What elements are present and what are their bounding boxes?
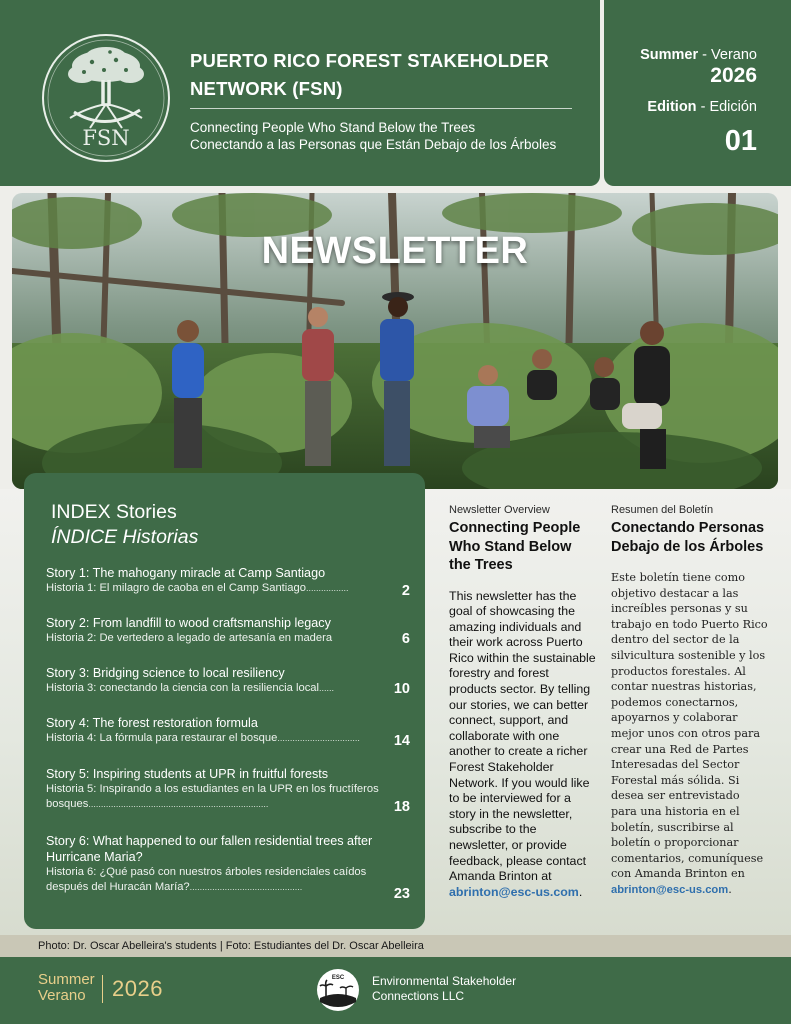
footer-divider	[102, 975, 103, 1003]
story-title-english: Story 4: The forest restoration formula	[46, 716, 258, 730]
story-title-english: Story 6: What happened to our fallen residential trees after Hurricane Maria?	[46, 834, 373, 864]
overview-body: Este boletín tiene como objetivo destacar a las increíbles personas y su trabajo en todo Puerto Rico dentro del sector de la silvicultura sostenible y los productos forestales. Al contar nuestras historias, podemos conectarnos, apoyarnos y colaborar mejor unos con otros para crear una Red de Partes Interesadas del Sector Forestal más sólida. Si desea ser entrevistado para una historia en el boletín, suscribirse al boletín o proporcionar comentarios, comuníquese con Amanda Brinton en abrinton@esc-us.com.	[611, 571, 768, 896]
story-page-number: 6	[401, 631, 410, 647]
story-title-english: Story 2: From landfill to wood craftsmanship legacy	[46, 616, 331, 630]
photo-caption: Photo: Dr. Oscar Abelleira's students | Foto: Estudiantes del Dr. Oscar Abelleira	[0, 935, 791, 957]
story-title-spanish: Historia 1: El milagro de caoba en el Camp Santiago.................	[46, 582, 349, 594]
newsletter-banner: NEWSLETTER	[261, 230, 529, 272]
story-page-number: 2	[401, 583, 410, 599]
overview-heading: Conectando Personas Debajo de los Árboles	[611, 520, 765, 555]
company-name-line-1: Environmental Stakeholder	[372, 974, 517, 988]
contact-email-link[interactable]: abrinton@esc-us.com	[611, 883, 729, 896]
footer-year: 2026	[112, 976, 163, 1001]
edition-label	[604, 98, 757, 116]
footer-season	[38, 972, 95, 1004]
overview-english	[449, 503, 597, 900]
story-page-number: 23	[393, 886, 410, 902]
story-title-spanish: Historia 6: ¿Qué pasó con nuestros árboles residenciales caídos después del Huracán María?.............................................	[46, 866, 367, 893]
masthead-panel	[0, 0, 600, 186]
season-english: Summer	[640, 47, 699, 63]
season-separator: -	[698, 47, 712, 63]
story-page-number: 18	[393, 799, 410, 815]
story-title-spanish: Historia 5: Inspirando a los estudiantes en la UPR en los fructíferos bosques........................................................................	[46, 783, 379, 810]
edition-panel	[604, 0, 791, 186]
year: 2026	[710, 64, 757, 87]
index-title: INDEX Stories	[51, 501, 177, 523]
footer-season-english: Summer	[38, 971, 95, 988]
story-title-spanish: Historia 2: De vertedero a legado de artesanía en madera	[46, 632, 333, 644]
overview-heading: Connecting People Who Stand Below the Trees	[449, 520, 581, 573]
tagline	[190, 119, 600, 153]
overview-kicker: Newsletter Overview	[449, 504, 550, 516]
story-title-english: Story 5: Inspiring students at UPR in fruitful forests	[46, 767, 329, 781]
story-entry-3[interactable]	[46, 665, 410, 696]
story-entry-5[interactable]	[46, 766, 410, 815]
story-title-english: Story 1: The mahogany miracle at Camp Santiago	[46, 566, 326, 580]
story-entry-4[interactable]	[46, 715, 410, 749]
footer-season-spanish: Verano	[38, 987, 86, 1004]
story-title-spanish: Historia 3: conectando la ciencia con la resiliencia local......	[46, 682, 335, 694]
story-page-number: 10	[393, 681, 410, 697]
edition-separator: -	[696, 99, 710, 115]
overview-body: This newsletter has the goal of showcasing the amazing individuals and their work across Puerto Rico within the sustainable forestry and forest products sector. By telling our stories, we can better connect, support, and collaborate with one another to create a richer Forest Stakeholder Network. If you would like to be interviewed for a story in the newsletter, subscribe to the newsletter, or provide feedback, please contact Amanda Brinton at abrinton@esc-us.com.	[449, 588, 596, 899]
season-label	[604, 46, 757, 64]
person-2	[302, 307, 334, 466]
overview-spanish	[611, 503, 769, 898]
edition-english: Edition	[647, 99, 697, 115]
footer	[0, 957, 791, 1024]
esc-logo-icon	[316, 968, 360, 1012]
title-divider	[190, 108, 572, 109]
story-title-spanish: Historia 4: La fórmula para restaurar el bosque.................................	[46, 732, 360, 744]
story-entry-2[interactable]	[46, 615, 410, 646]
story-entry-1[interactable]	[46, 565, 410, 599]
edition-spanish: Edición	[709, 99, 757, 115]
contact-email-link[interactable]: abrinton@esc-us.com	[449, 884, 579, 899]
index-subtitle: ÍNDICE Historias	[51, 526, 199, 548]
tagline-english: Connecting People Who Stand Below the Trees	[190, 120, 476, 135]
esc-logo-text: ESC	[331, 975, 345, 981]
edition-number: 01	[724, 125, 757, 157]
story-entry-6[interactable]	[46, 833, 410, 902]
story-title-english: Story 3: Bridging science to local resiliency	[46, 666, 285, 680]
overview-kicker: Resumen del Boletín	[611, 504, 714, 516]
company-name-line-2: Connections LLC	[372, 989, 465, 1003]
season-spanish: Verano	[711, 47, 757, 63]
organization-title: PUERTO RICO FOREST STAKEHOLDER NETWORK (FSN)	[190, 50, 549, 99]
story-page-number: 14	[393, 733, 410, 749]
logo-text: FSN	[82, 126, 130, 150]
index-panel	[24, 473, 425, 929]
tagline-spanish: Conectando a las Personas que Están Debajo de los Árboles	[190, 137, 557, 152]
company-name	[372, 974, 516, 1004]
